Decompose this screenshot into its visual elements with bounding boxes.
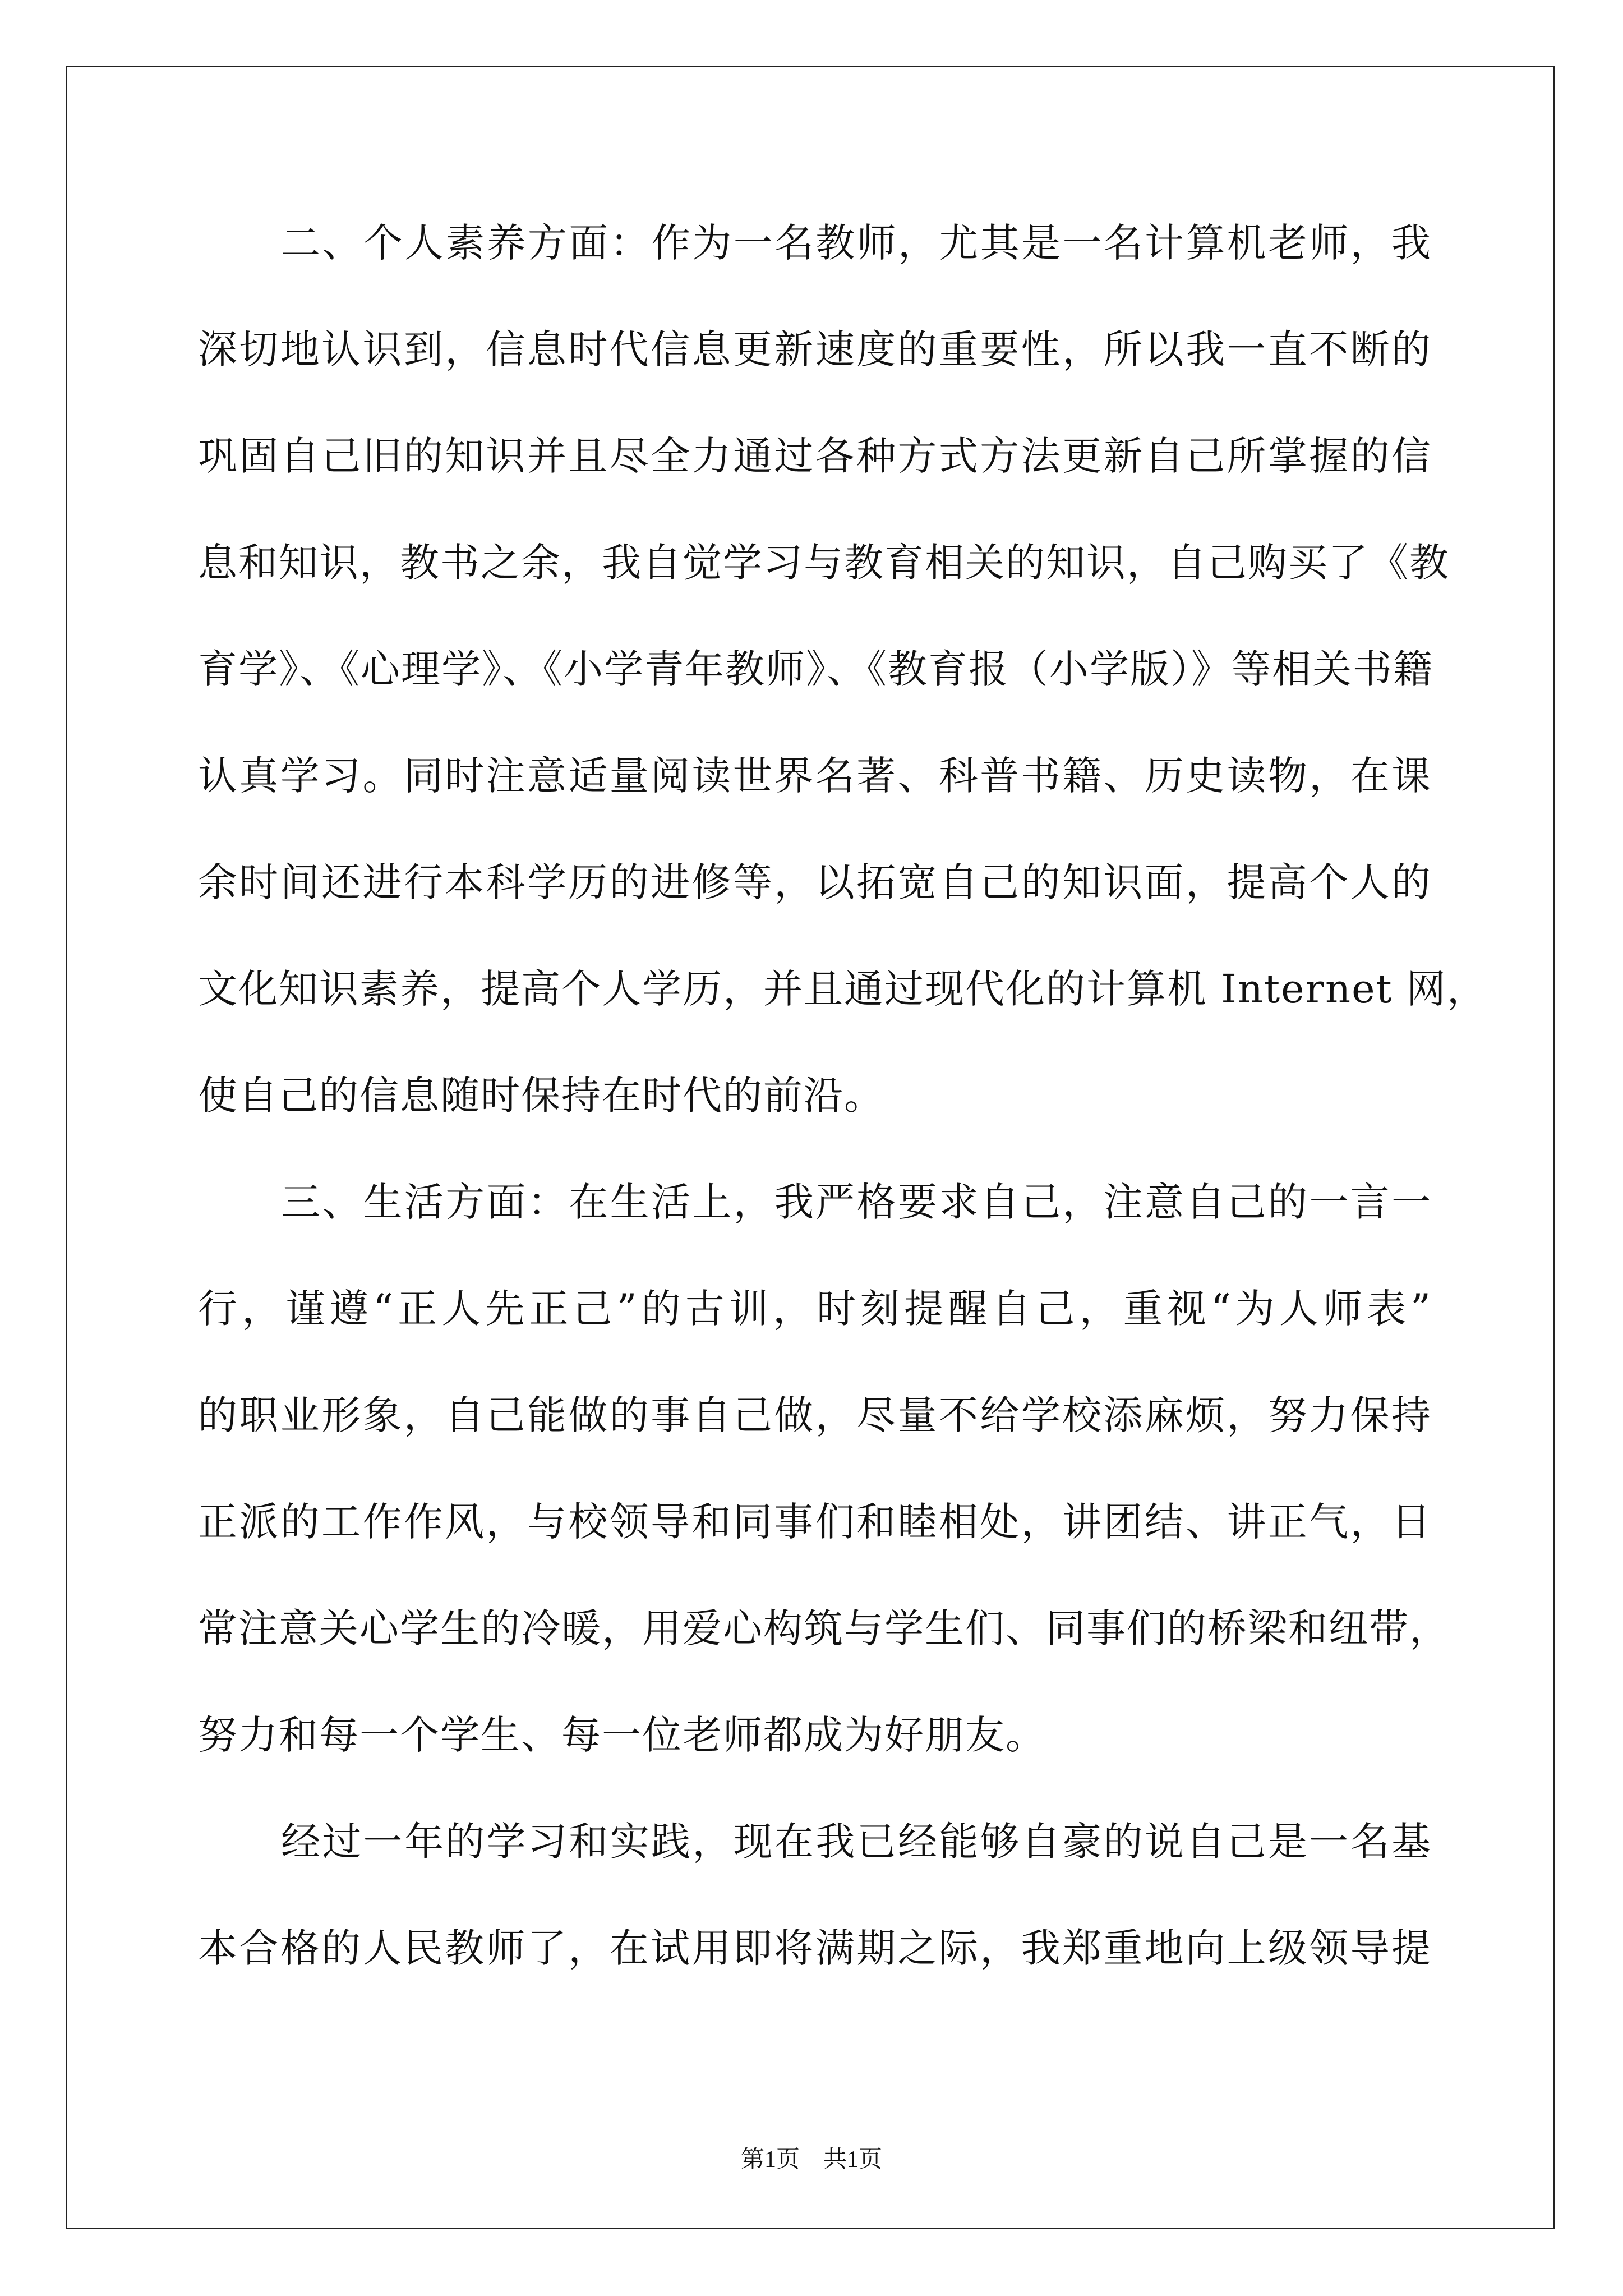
paragraph-line: 努力和每一个学生、每一位老师都成为好朋友。 — [198, 1712, 1046, 1758]
paragraph-line: 行，谨遵“正人先正己”的古训，时刻提醒自己，重视“为人师表” — [198, 1286, 1432, 1332]
paragraph-line: 本合格的人民教师了，在试用即将满期之际，我郑重地向上级领导提 — [198, 1925, 1432, 1971]
page-footer: 第1页 共1页 — [740, 2147, 882, 2173]
paragraph-line: 二、个人素养方面：作为一名教师，尤其是一名计算机老师，我 — [281, 220, 1432, 266]
paragraph-line: 文化知识素养，提高个人学历，并且通过现代化的计算机 Internet 网， — [198, 966, 1487, 1012]
paragraph-line: 三、生活方面：在生活上，我严格要求自己，注意自己的一言一 — [281, 1179, 1432, 1225]
paragraph-line: 息和知识，教书之余，我自觉学习与教育相关的知识，自己购买了《教 — [198, 540, 1450, 586]
paragraph-line: 巩固自己旧的知识并且尽全力通过各种方式方法更新自己所掌握的信 — [198, 433, 1432, 479]
page-border — [66, 66, 1555, 2229]
paragraph-line: 经过一年的学习和实践，现在我已经能够自豪的说自己是一名基 — [281, 1819, 1432, 1865]
paragraph-line: 常注意关心学生的冷暖，用爱心构筑与学生们、同事们的桥梁和纽带， — [198, 1605, 1450, 1651]
paragraph-line: 使自己的信息随时保持在时代的前沿。 — [198, 1073, 884, 1119]
paragraph-line: 余时间还进行本科学历的进修等，以拓宽自己的知识面，提高个人的 — [198, 859, 1432, 905]
paragraph-line: 的职业形象，自己能做的事自己做，尽量不给学校添麻烦，努力保持 — [198, 1392, 1432, 1438]
paragraph-line: 认真学习。同时注意适量阅读世界名著、科普书籍、历史读物，在课 — [198, 753, 1432, 799]
paragraph-line: 正派的工作作风，与校领导和同事们和睦相处，讲团结、讲正气，日 — [198, 1499, 1432, 1545]
paragraph-line: 深切地认识到，信息时代信息更新速度的重要性，所以我一直不断的 — [198, 326, 1432, 372]
paragraph-line: 育学》、《心理学》、《小学青年教师》、《教育报（小学版）》等相关书籍 — [198, 646, 1433, 692]
